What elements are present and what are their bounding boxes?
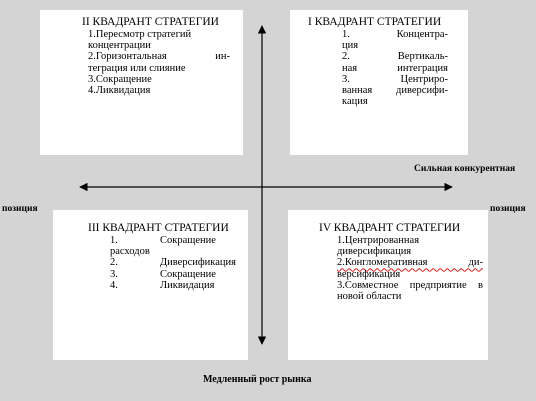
- q3-item-4: 4. Ликвидация: [110, 279, 215, 291]
- quadrant-3: [88, 222, 245, 291]
- quadrant-1: [308, 16, 448, 108]
- quadrant-4-title: IV КВАДРАНТ СТРАТЕГИИ: [319, 222, 461, 234]
- q3-item-1: 1. Сокращение расходов: [110, 235, 216, 258]
- q1-item-1: 1. Концентра- ция: [342, 29, 448, 52]
- quadrant-1-title: I КВАДРАНТ СТРАТЕГИИ: [308, 16, 442, 28]
- q4-item-2: 2.Конгломеративная ди- версификация: [337, 257, 483, 280]
- axis-label-strong-position: Сильная конкурентная: [414, 164, 516, 174]
- q1-item-2: 2. Вертикаль- ная интеграция: [342, 51, 448, 74]
- q4-item-3: 3.Совместное предприятие в новой области: [337, 279, 483, 303]
- quadrant-2-title: II КВАДРАНТ СТРАТЕГИИ: [82, 16, 219, 28]
- q4-item-1: 1.Центрированная диверсификация: [337, 235, 420, 258]
- q3-item-3: 3. Сокращение: [110, 268, 216, 280]
- quadrant-3-title: III КВАДРАНТ СТРАТЕГИИ: [88, 222, 229, 234]
- quadrant-4: [319, 222, 483, 303]
- axis-label-left: позиция: [2, 204, 38, 214]
- q1-item-3: 3. Центриро- ванная диверсифи- кация: [342, 73, 448, 108]
- axis-label-right: позиция: [490, 204, 526, 214]
- q3-item-2: 2. Диверсификация: [110, 257, 236, 269]
- q2-item-2: 2.Горизонтальная ин- теграция или слияние: [88, 51, 230, 74]
- axis-label-slow-growth: Медленный рост рынка: [203, 374, 312, 385]
- q2-item-1: 1.Пересмотр стратегий концентрации: [88, 29, 192, 52]
- q2-item-4: 4.Ликвидация: [88, 85, 151, 97]
- quadrant-2: [82, 16, 230, 97]
- q2-item-3: 3.Сокращение: [88, 73, 152, 85]
